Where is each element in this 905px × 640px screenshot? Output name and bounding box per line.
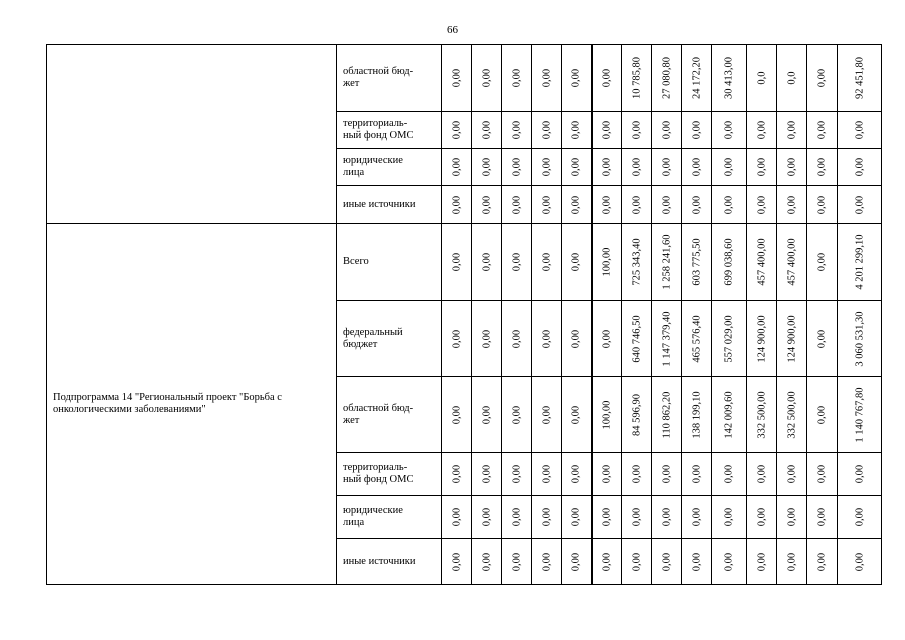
value-text: 30 413,00 <box>723 57 735 99</box>
value-cell <box>622 224 652 301</box>
value-text: 0,00 <box>511 552 522 571</box>
value-text: 92 451,80 <box>854 57 865 99</box>
value-text: 4 201 299,10 <box>854 234 865 290</box>
value-text: 0,00 <box>541 507 552 527</box>
value-text: 0,00 <box>601 157 613 177</box>
value-text: 0,00 <box>816 552 828 571</box>
value-text: 0,00 <box>691 507 702 527</box>
value-cell <box>682 149 712 186</box>
value-text: 0,00 <box>854 464 865 484</box>
value-cell <box>777 539 807 585</box>
value-text: 0,00 <box>570 552 582 571</box>
value-text: 0,00 <box>570 405 582 424</box>
value-cell <box>807 539 838 585</box>
value-cell <box>747 301 777 377</box>
value-text: 0,00 <box>691 552 702 571</box>
value-text: 0,00 <box>481 552 492 571</box>
value-text: 0,00 <box>854 120 865 140</box>
value-cell <box>777 301 807 377</box>
value-text: 0,00 <box>570 252 582 272</box>
value-text: 0,00 <box>451 507 462 527</box>
value-text: 0,00 <box>451 329 462 348</box>
value-cell <box>502 377 532 453</box>
value-text: 0,00 <box>601 464 613 484</box>
value-cell <box>592 112 622 149</box>
value-text: 0,00 <box>631 552 642 571</box>
value-cell <box>807 149 838 186</box>
value-cell <box>682 224 712 301</box>
value-cell <box>747 377 777 453</box>
value-text: 0,00 <box>854 507 865 527</box>
value-text: 0,00 <box>601 68 613 88</box>
value-cell <box>592 45 622 112</box>
value-cell <box>502 149 532 186</box>
value-text: 0,00 <box>601 329 613 348</box>
value-cell <box>532 186 562 224</box>
value-text: 0,00 <box>541 552 552 571</box>
value-cell <box>652 186 682 224</box>
value-cell <box>838 186 882 224</box>
value-text: 640 746,50 <box>631 314 642 363</box>
value-text: 0,00 <box>570 68 582 88</box>
value-cell <box>652 496 682 539</box>
value-text: 0,00 <box>786 552 797 571</box>
value-text: 0,00 <box>481 68 492 88</box>
value-text: 0,00 <box>854 157 865 177</box>
value-text: 0,00 <box>601 120 613 140</box>
value-cell <box>592 377 622 453</box>
value-text: 0,00 <box>756 157 767 177</box>
value-cell <box>472 149 502 186</box>
value-text: 0,0 <box>756 71 767 85</box>
value-cell <box>442 45 472 112</box>
value-text: 0,00 <box>481 507 492 527</box>
value-cell <box>682 453 712 496</box>
value-cell <box>712 453 747 496</box>
value-text: 0,00 <box>631 464 642 484</box>
value-text: 0,00 <box>541 252 552 272</box>
funding-source-cell: территориаль- ный фонд ОМС <box>337 112 442 149</box>
value-cell <box>807 453 838 496</box>
value-cell <box>442 377 472 453</box>
value-cell <box>592 224 622 301</box>
program-name-cell <box>47 45 337 224</box>
value-cell <box>777 377 807 453</box>
funding-source-cell: областной бюд- жет <box>337 377 442 453</box>
value-cell <box>747 45 777 112</box>
value-cell <box>682 186 712 224</box>
value-cell <box>502 496 532 539</box>
funding-source-cell: областной бюд- жет <box>337 45 442 112</box>
value-cell <box>652 301 682 377</box>
value-text: 0,00 <box>723 195 735 214</box>
value-cell <box>838 539 882 585</box>
value-cell <box>652 453 682 496</box>
value-cell <box>747 224 777 301</box>
value-text: 0,00 <box>541 405 552 424</box>
table-row <box>47 45 882 112</box>
budget-table <box>46 44 882 585</box>
value-cell <box>562 377 592 453</box>
funding-source-cell: иные источники <box>337 539 442 585</box>
value-text: 0,00 <box>451 252 462 272</box>
value-cell <box>712 496 747 539</box>
value-cell <box>712 186 747 224</box>
value-text: 100,00 <box>601 400 613 429</box>
value-text: 0,00 <box>691 464 702 484</box>
value-cell <box>472 186 502 224</box>
value-cell <box>622 186 652 224</box>
value-cell <box>442 112 472 149</box>
value-text: 0,00 <box>511 195 522 214</box>
value-cell <box>442 149 472 186</box>
funding-source-cell: юридические лица <box>337 496 442 539</box>
value-cell <box>562 453 592 496</box>
value-text: 0,00 <box>601 195 613 214</box>
value-cell <box>807 224 838 301</box>
value-text: 0,00 <box>511 507 522 527</box>
value-text: 0,00 <box>481 252 492 272</box>
value-text: 0,00 <box>756 120 767 140</box>
value-text: 0,00 <box>511 464 522 484</box>
funding-source-cell: юридические лица <box>337 149 442 186</box>
value-cell <box>747 496 777 539</box>
value-text: 0,00 <box>854 195 865 214</box>
value-cell <box>838 301 882 377</box>
value-cell <box>622 496 652 539</box>
value-cell <box>777 149 807 186</box>
value-text: 100,00 <box>601 247 613 277</box>
value-text: 0,00 <box>570 329 582 348</box>
value-cell <box>807 45 838 112</box>
value-cell <box>747 149 777 186</box>
value-text: 0,00 <box>661 120 672 140</box>
value-cell <box>712 149 747 186</box>
value-text: 142 009,60 <box>723 390 735 439</box>
value-cell <box>622 301 652 377</box>
value-cell <box>472 45 502 112</box>
value-text: 124 900,00 <box>786 314 797 363</box>
value-text: 0,00 <box>816 464 828 484</box>
value-text: 0,00 <box>854 552 865 571</box>
value-text: 0,00 <box>756 464 767 484</box>
value-text: 0,00 <box>786 120 797 140</box>
value-cell <box>682 539 712 585</box>
value-cell <box>807 112 838 149</box>
value-cell <box>807 377 838 453</box>
value-text: 457 400,00 <box>786 238 797 286</box>
value-cell <box>562 539 592 585</box>
value-text: 0,00 <box>570 507 582 527</box>
value-cell <box>838 45 882 112</box>
value-text: 0,00 <box>541 329 552 348</box>
value-text: 0,00 <box>541 464 552 484</box>
value-cell <box>712 224 747 301</box>
value-cell <box>592 539 622 585</box>
value-cell <box>652 377 682 453</box>
value-cell <box>807 186 838 224</box>
value-text: 0,00 <box>451 120 462 140</box>
value-cell <box>592 301 622 377</box>
value-text: 84 596,90 <box>631 393 642 436</box>
value-cell <box>777 496 807 539</box>
value-text: 0,00 <box>511 157 522 177</box>
value-text: 0,00 <box>691 195 702 214</box>
value-text: 0,00 <box>816 507 828 527</box>
value-text: 0,00 <box>570 157 582 177</box>
value-text: 0,00 <box>816 68 828 88</box>
value-cell <box>682 377 712 453</box>
value-text: 0,00 <box>631 120 642 140</box>
value-cell <box>777 453 807 496</box>
value-cell <box>838 112 882 149</box>
value-cell <box>747 112 777 149</box>
value-text: 0,00 <box>541 68 552 88</box>
value-cell <box>747 453 777 496</box>
value-cell <box>622 453 652 496</box>
value-text: 0,00 <box>816 195 828 214</box>
value-text: 0,00 <box>816 252 828 272</box>
value-text: 0,00 <box>451 195 462 214</box>
value-text: 0,00 <box>631 195 642 214</box>
value-text: 0,00 <box>816 405 828 424</box>
value-text: 10 785,80 <box>631 57 642 99</box>
value-cell <box>622 45 652 112</box>
value-text: 0,00 <box>601 552 613 571</box>
value-cell <box>807 496 838 539</box>
value-cell <box>777 112 807 149</box>
value-text: 1 258 241,60 <box>661 234 672 290</box>
value-cell <box>682 496 712 539</box>
value-cell <box>472 539 502 585</box>
value-text: 1 140 767,80 <box>854 386 865 443</box>
value-text: 725 343,40 <box>631 238 642 286</box>
value-cell <box>562 301 592 377</box>
value-cell <box>472 301 502 377</box>
value-text: 0,00 <box>723 120 735 140</box>
value-text: 0,00 <box>691 157 702 177</box>
value-cell <box>502 224 532 301</box>
value-cell <box>562 149 592 186</box>
value-text: 0,00 <box>723 157 735 177</box>
value-cell <box>532 112 562 149</box>
value-cell <box>652 224 682 301</box>
value-text: 0,00 <box>570 120 582 140</box>
program-name-cell: Подпрограмма 14 "Региональный проект "Борьба с онкологическими заболеваниями" <box>47 224 337 585</box>
value-text: 332 500,00 <box>756 390 767 439</box>
value-cell <box>442 539 472 585</box>
value-text: 0,00 <box>723 464 735 484</box>
value-cell <box>592 496 622 539</box>
value-text: 0,00 <box>481 120 492 140</box>
value-text: 0,00 <box>451 405 462 424</box>
value-cell <box>562 186 592 224</box>
value-text: 0,00 <box>756 195 767 214</box>
funding-source-cell: федеральный бюджет <box>337 301 442 377</box>
table-row <box>47 224 882 301</box>
value-text: 0,00 <box>661 507 672 527</box>
value-cell <box>712 377 747 453</box>
value-text: 465 576,40 <box>691 314 702 363</box>
value-text: 0,00 <box>481 195 492 214</box>
value-cell <box>838 224 882 301</box>
value-cell <box>777 186 807 224</box>
value-text: 0,00 <box>661 195 672 214</box>
value-cell <box>682 45 712 112</box>
value-cell <box>502 539 532 585</box>
value-cell <box>592 186 622 224</box>
value-text: 0,00 <box>451 68 462 88</box>
value-text: 0,00 <box>481 405 492 424</box>
funding-source-cell: территориаль- ный фонд ОМС <box>337 453 442 496</box>
value-cell <box>532 377 562 453</box>
value-cell <box>682 301 712 377</box>
value-cell <box>442 224 472 301</box>
value-text: 0,00 <box>661 552 672 571</box>
value-text: 0,00 <box>481 329 492 348</box>
value-text: 0,00 <box>541 195 552 214</box>
value-cell <box>442 186 472 224</box>
value-text: 0,00 <box>541 157 552 177</box>
value-cell <box>592 149 622 186</box>
value-cell <box>592 453 622 496</box>
value-text: 0,00 <box>756 552 767 571</box>
value-cell <box>838 496 882 539</box>
value-cell <box>652 45 682 112</box>
value-text: 0,00 <box>511 329 522 348</box>
value-cell <box>562 224 592 301</box>
value-text: 603 775,50 <box>691 238 702 286</box>
value-cell <box>442 301 472 377</box>
value-cell <box>747 186 777 224</box>
value-text: 0,00 <box>631 507 642 527</box>
value-cell <box>532 224 562 301</box>
value-text: 0,00 <box>451 552 462 571</box>
value-text: 0,00 <box>631 157 642 177</box>
value-text: 0,00 <box>756 507 767 527</box>
value-text: 0,00 <box>691 120 702 140</box>
value-cell <box>502 186 532 224</box>
value-text: 0,00 <box>786 464 797 484</box>
value-text: 0,00 <box>570 195 582 214</box>
value-text: 0,00 <box>786 507 797 527</box>
value-text: 0,00 <box>816 157 828 177</box>
value-cell <box>747 539 777 585</box>
funding-source-cell: иные источники <box>337 186 442 224</box>
value-cell <box>502 112 532 149</box>
value-text: 0,00 <box>541 120 552 140</box>
value-cell <box>532 496 562 539</box>
value-text: 699 038,60 <box>723 238 735 286</box>
value-text: 0,00 <box>816 120 828 140</box>
value-cell <box>712 45 747 112</box>
value-text: 0,00 <box>570 464 582 484</box>
page-number: 66 <box>447 24 458 36</box>
value-text: 1 147 379,40 <box>661 310 672 367</box>
value-text: 332 500,00 <box>786 390 797 439</box>
value-text: 0,00 <box>451 464 462 484</box>
value-cell <box>622 149 652 186</box>
value-text: 457 400,00 <box>756 238 767 286</box>
value-text: 0,0 <box>786 71 797 85</box>
value-cell <box>472 496 502 539</box>
value-text: 124 900,00 <box>756 314 767 363</box>
value-text: 24 172,20 <box>691 57 702 99</box>
value-text: 138 199,10 <box>691 390 702 439</box>
value-text: 0,00 <box>661 157 672 177</box>
value-cell <box>502 301 532 377</box>
value-text: 0,00 <box>511 405 522 424</box>
value-text: 0,00 <box>511 252 522 272</box>
value-text: 3 060 531,30 <box>854 310 865 367</box>
value-cell <box>838 453 882 496</box>
value-cell <box>682 112 712 149</box>
value-cell <box>652 149 682 186</box>
value-cell <box>562 112 592 149</box>
value-text: 27 080,80 <box>661 57 672 99</box>
value-cell <box>652 539 682 585</box>
value-text: 0,00 <box>511 68 522 88</box>
value-cell <box>442 496 472 539</box>
value-cell <box>622 377 652 453</box>
value-cell <box>532 45 562 112</box>
value-cell <box>712 539 747 585</box>
value-text: 0,00 <box>481 464 492 484</box>
value-text: 0,00 <box>816 329 828 348</box>
value-cell <box>712 112 747 149</box>
value-cell <box>532 539 562 585</box>
value-cell <box>807 301 838 377</box>
value-text: 0,00 <box>723 507 735 527</box>
value-cell <box>838 149 882 186</box>
value-cell <box>777 224 807 301</box>
value-cell <box>838 377 882 453</box>
value-cell <box>562 45 592 112</box>
value-text: 0,00 <box>723 552 735 571</box>
value-cell <box>502 453 532 496</box>
value-text: 0,00 <box>511 120 522 140</box>
value-cell <box>712 301 747 377</box>
value-cell <box>502 45 532 112</box>
value-text: 0,00 <box>786 157 797 177</box>
value-cell <box>562 496 592 539</box>
value-text: 0,00 <box>481 157 492 177</box>
value-cell <box>472 224 502 301</box>
value-cell <box>472 112 502 149</box>
value-cell <box>532 301 562 377</box>
value-cell <box>532 453 562 496</box>
value-text: 0,00 <box>786 195 797 214</box>
value-cell <box>472 377 502 453</box>
value-text: 0,00 <box>601 507 613 527</box>
value-cell <box>472 453 502 496</box>
funding-source-cell: Всего <box>337 224 442 301</box>
value-text: 110 862,20 <box>661 391 672 438</box>
value-cell <box>622 112 652 149</box>
value-cell <box>622 539 652 585</box>
value-text: 0,00 <box>661 464 672 484</box>
value-cell <box>442 453 472 496</box>
value-cell <box>777 45 807 112</box>
value-cell <box>652 112 682 149</box>
value-cell <box>532 149 562 186</box>
value-text: 0,00 <box>451 157 462 177</box>
value-text: 557 029,00 <box>723 314 735 363</box>
